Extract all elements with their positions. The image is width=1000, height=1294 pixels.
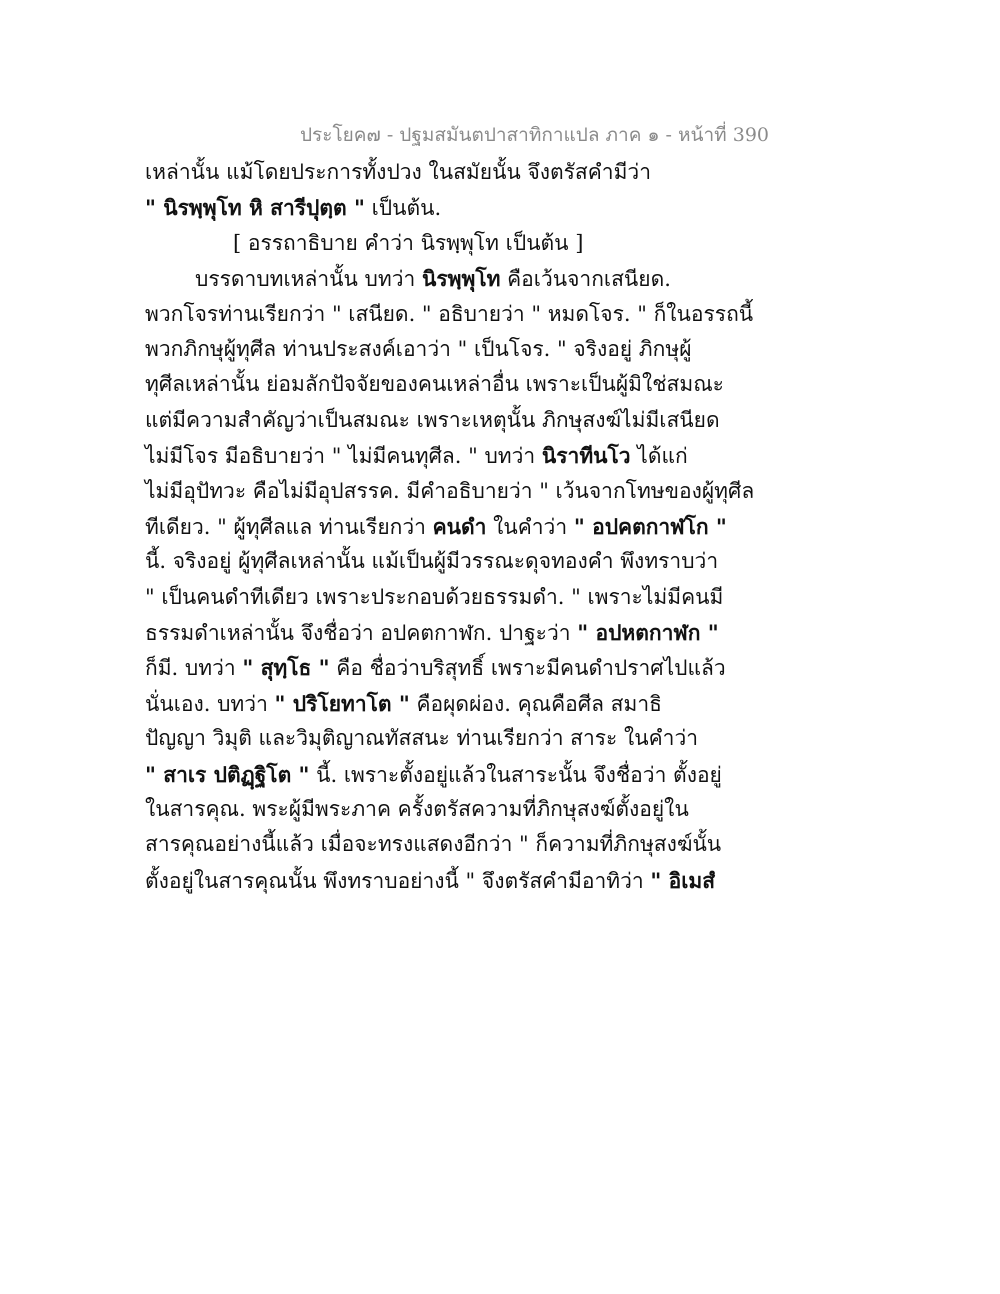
text-line bbox=[145, 686, 715, 721]
text-segment: นี้. จริงอยู่ ผู้ทุศีลเหล่านั้น แม้เป็นผู้มีวรรณะดุจทองคำ พึงทราบว่า bbox=[145, 549, 719, 574]
text-line bbox=[145, 580, 724, 615]
text-line bbox=[145, 367, 724, 402]
text-segment: ไม่มีโจร มีอธิบายว่า " ไม่มีคนทุศีล. " บทว่า bbox=[145, 444, 542, 469]
bold-term: คนดำ bbox=[432, 513, 487, 539]
page-header: ประโยค๗ - ปฐมสมันตปาสาทิกาแปล ภาค ๑ - หน้าที่ 390 bbox=[300, 124, 770, 146]
text-segment: นี้. เพราะตั้งอยู่แล้วในสาระนั้น จึงชื่อว่า ตั้งอยู่ bbox=[309, 762, 722, 787]
bold-term: " อปคตกาฬโก " bbox=[573, 513, 727, 539]
text-line bbox=[145, 544, 719, 579]
bold-term: " ปริโยทาโต " bbox=[274, 690, 410, 716]
text-segment: ก็มี. บทว่า bbox=[145, 656, 243, 681]
text-segment: ในสารคุณ. พระผู้มีพระภาค ครั้งตรัสความที่ภิกษุสงฆ์ตั้งอยู่ใน bbox=[145, 797, 689, 822]
text-line bbox=[145, 863, 715, 898]
text-segment: " เป็นคนดำทีเดียว เพราะประกอบด้วยธรรมดำ. " เพราะไม่มีคนมี bbox=[145, 584, 724, 609]
text-line bbox=[145, 226, 715, 261]
text-segment: ธรรมดำเหล่านั้น จึงชื่อว่า อปคตกาฬก. ปาฐะว่า bbox=[145, 621, 578, 646]
text-line bbox=[145, 155, 715, 190]
text-line bbox=[145, 650, 726, 685]
text-segment: ไม่มีอุปัทวะ คือไม่มีอุปสรรค. มีคำอธิบายว่า " เว้นจากโทษของผู้ทุศีล bbox=[145, 478, 755, 503]
text-segment: ในคำว่า bbox=[486, 514, 574, 539]
bold-term: " สุทฺโธ " bbox=[242, 655, 330, 681]
text-segment: ทุศีลเหล่านั้น ย่อมลักปัจจัยของคนเหล่าอื่น เพราะเป็นผู้มิใช่สมณะ bbox=[145, 372, 724, 397]
text-segment: นั่นเอง. บทว่า bbox=[145, 691, 275, 716]
text-line bbox=[145, 332, 715, 367]
text-segment: คือผุดผ่อง. คุณคือศีล สมาธิ bbox=[409, 691, 662, 716]
text-segment: พวกโจรท่านเรียกว่า " เสนียด. " อธิบายว่า " หมดโจร. " ก็ในอรรถนี้ bbox=[145, 301, 754, 326]
text-segment: ปัญญา วิมุติ และวิมุติญาณทัสสนะ ท่านเรียกว่า สาระ ในคำว่า bbox=[145, 726, 699, 751]
text-line bbox=[145, 474, 755, 509]
text-line bbox=[145, 757, 722, 792]
text-segment: สารคุณอย่างนี้แล้ว เมื่อจะทรงแสดงอีกว่า " ก็ความที่ภิกษุสงฆ์นั้น bbox=[145, 832, 722, 857]
text-segment: แต่มีความสำคัญว่าเป็นสมณะ เพราะเหตุนั้น ภิกษุสงฆ์ไม่มีเสนียด bbox=[145, 407, 720, 432]
text-segment: บรรดาบทเหล่านั้น บทว่า bbox=[195, 267, 422, 292]
text-segment: พวกภิกษุผู้ทุศีล ท่านประสงค์เอาว่า " เป็นโจร. " จริงอยู่ ภิกษุผู้ bbox=[145, 336, 692, 361]
text-line bbox=[145, 403, 720, 438]
text-line bbox=[145, 721, 715, 756]
bold-term: " สาเร ปติฏฺฐิโต " bbox=[145, 761, 310, 787]
body-text bbox=[145, 155, 755, 898]
bold-term: นิรพฺพุโท bbox=[422, 266, 501, 292]
bold-term: " นิรพฺพุโท หิ สารีปุตฺต " bbox=[145, 195, 365, 221]
text-line bbox=[145, 827, 722, 862]
text-line bbox=[145, 615, 719, 650]
bold-term: " อปหตกาฬก " bbox=[577, 620, 719, 646]
text-line bbox=[145, 509, 727, 544]
text-line bbox=[145, 792, 715, 827]
text-line bbox=[145, 261, 715, 296]
text-line bbox=[145, 438, 715, 473]
text-line bbox=[145, 297, 754, 332]
text-segment: ได้แก่ bbox=[630, 444, 688, 469]
text-segment: เหล่านั้น แม้โดยประการทั้งปวง ในสมัยนั้น จึงตรัสคำมีว่า bbox=[145, 160, 652, 184]
text-segment: คือเว้นจากเสนียด. bbox=[500, 267, 671, 292]
text-line bbox=[145, 190, 715, 225]
text-segment: ทีเดียว. " ผู้ทุศีลแล ท่านเรียกว่า bbox=[145, 514, 433, 539]
bold-term: นิราทีนโว bbox=[541, 443, 631, 469]
text-segment: [ อรรถาธิบาย คำว่า นิรพฺพุโท เป็นต้น ] bbox=[233, 230, 584, 255]
text-segment: คือ ชื่อว่าบริสุทธิ์ เพราะมีคนดำปราศไปแล้ว bbox=[329, 656, 726, 681]
text-segment: ตั้งอยู่ในสารคุณนั้น พึงทราบอย่างนี้ " จึงตรัสคำมีอาทิว่า bbox=[145, 868, 651, 893]
text-segment: เป็นต้น. bbox=[364, 196, 442, 221]
bold-term: " อิเมสํ bbox=[650, 867, 716, 893]
